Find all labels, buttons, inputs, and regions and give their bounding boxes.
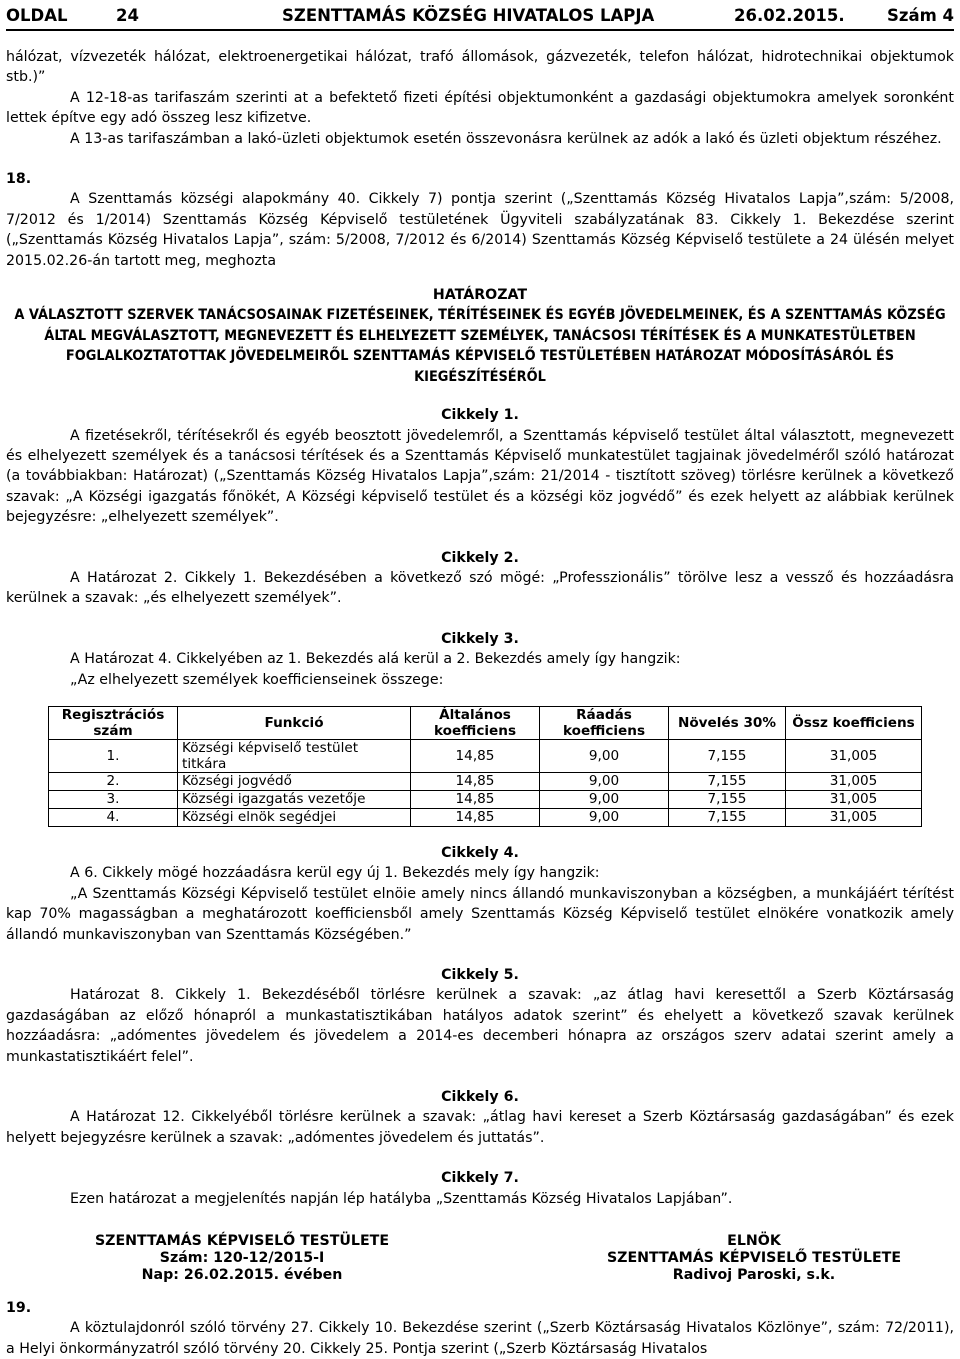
table-cell: 4. [49,808,178,826]
table-header-row [49,706,922,739]
article-title: Cikkely 6. [441,1089,519,1106]
table-cell: Községi képviselő testület titkára [178,739,411,772]
table-cell: 9,00 [540,790,669,808]
article-title: Cikkely 2. [441,549,519,566]
article-text: „Az elhelyezett személyek koefficienseinek összege: [70,671,444,688]
decision-title: A VÁLASZTOTT SZERVEK TANÁCSOSAINAK FIZETÉSEINEK, TÉRÍTÉSEINEK ÉS EGYÉB JÖVEDELMEINEK, ÉS A SZENTTAMÁS KÖZSÉG ÁLTAL MEGVÁLASZTOTT, MEGNEVEZETT ÉS ELHELYEZETT SZEMÉLYEK, TANÁCSOSI TÉRÍTÉSEK ÉS A MUNKATESTÜLETBEN FOGLALKOZTATOTTAK JÖVEDELMEIRŐL SZENTTAMÁS KÉPVISELŐ TESTÜLETÉBEN HATÁROZAT MÓDOSÍTÁSÁRÓL ÉS KIEGÉSZÍTÉSÉRŐL [14,307,946,385]
decision-label: HATÁROZAT [432,287,528,304]
paragraph: hálózat, vízvezeték hálózat, elektroenergetikai hálózat, trafó állomások, gázvezeték, telefon hálózat, hidrotechnikai objektumok stb.)” [6,49,954,86]
header-title: SZENTTAMÁS KÖZSÉG HIVATALOS LAPJA [282,6,655,25]
table-row [49,739,922,772]
table-cell: 14,85 [411,739,540,772]
table-row [49,790,922,808]
table-cell: Községi igazgatás vezetője [178,790,411,808]
signature-role: ELNÖK [727,1233,781,1250]
table-cell: 31,005 [786,772,922,790]
column-header: Ráadás koefficiens [540,706,669,739]
article-text: A fizetésekről, térítésekről és egyéb beosztott jövedelemről, a Szenttamás képviselő testület által választott, megnevezett és elhelyezett személyek és a tanácsosi térítések és a Szenttamás Képviselő munkatestület tagjainak jövedelméről szóló határozat (a továbbiakban: Határozat) („Szenttamás Község Hivatalos Lapja”,szám: 21/2014 - tisztított szöveg) törlésre kerülnek a következő szavak: „A Községi igazgatás főnökét, A Községi képviselő testület és a községi köz jogvédő” és ezek helyett az alábbiak kerülnek bejegyzésre: „elhelyezett személyek”. [6,427,954,526]
table-cell: 3. [49,790,178,808]
table-cell: 9,00 [540,808,669,826]
article-text: Ezen határozat a megjelenítés napján lép hatályba „Szenttamás Község Hivatalos Lapjában”. [70,1190,733,1207]
coefficient-table [48,706,922,827]
column-header: Össz koefficiens [786,706,922,739]
signature-left [42,1233,442,1284]
article-text: A Határozat 12. Cikkelyéből törlésre kerülnek a szavak: „átlag havi kereset a Szerb Köztársaság gazdaságában” és ezek helyett bejegyzésre kerülnek a szavak: „adómentes jövedelem és juttatás”. [6,1109,954,1146]
table-cell: 7,155 [669,772,786,790]
header-oldal: OLDAL [6,6,68,25]
article-title: Cikkely 1. [441,407,519,424]
column-header: Regisztrációs szám [49,706,178,739]
table-cell: 2. [49,772,178,790]
header-issue: Szám 4 [886,6,954,25]
section-intro: A Szenttamás községi alapokmány 40. Cikkely 7) pontja szerint („Szenttamás Község Hivatalos Lapja”,szám: 5/2008, 7/2012 és 1/2014) Szenttamás Község Képviselő testületének Ügyviteli szabályzatának 83. Cikkely 1. Bekezdése szerint („Szenttamás Község Hivatalos Lapja”, szám: 5/2008, 7/2012 és 6/2014) Szenttamás Község Képviselő testülete a 24 ülésén melyet 2015.02.26-án tartott meg, meghozta [6,191,954,269]
column-header: Általános koefficiens [411,706,540,739]
signature-block [6,1233,954,1284]
table-cell: 31,005 [786,739,922,772]
signature-body: SZENTTAMÁS KÉPVISELŐ TESTÜLETE [606,1250,902,1267]
table-cell: 1. [49,739,178,772]
page-header [6,3,954,31]
table-cell: Községi elnök segédjei [178,808,411,826]
signature-date: Nap: 26.02.2015. évében [141,1267,343,1284]
paragraph: A 13-as tarifaszámban a lakó-üzleti objektumok esetén összevonásra kerülnek az adók a lakó és üzleti objektum részéhez. [70,130,942,147]
section-number: 18. [6,171,32,188]
table-cell: 14,85 [411,772,540,790]
column-header: Növelés 30% [669,706,786,739]
signature-right [574,1233,934,1284]
table-cell: 14,85 [411,808,540,826]
column-header: Funkció [178,706,411,739]
table-cell: 9,00 [540,772,669,790]
article-title: Cikkely 4. [441,844,519,861]
table-cell: 9,00 [540,739,669,772]
signature-body: SZENTTAMÁS KÉPVISELŐ TESTÜLETE [94,1233,390,1250]
article-text: A Határozat 2. Cikkely 1. Bekezdésében a következő szó mögé: „Professzionális” törölve lesz a vessző és hozzáadásra kerülnek a szavak: „és elhelyezett személyek”. [6,569,954,607]
table-cell: Községi jogvédő [178,772,411,790]
table-cell: 31,005 [786,790,922,808]
table-cell: 14,85 [411,790,540,808]
article-title: Cikkely 7. [441,1170,519,1187]
signature-number: Szám: 120-12/2015-I [159,1250,325,1267]
article-text: „A Szenttamás Községi Képviselő testület elnöie amely nincs állandó munkaviszonyban a községben, a munkájáért térítést kap 70% magasságban a meghatározott koefficiensből amely Szenttamás Község Képviselő testület elnökére vonatkozik amely állandó munkaviszonyban van Szenttamás Községében.” [6,885,954,943]
table-row [49,772,922,790]
paragraph: A 12-18-as tarifaszám szerinti at a befektető fizeti építési objektumonként a gazdasági objektumokra amelyek soronként lettek építve egy adó összeg lesz kifizetve. [6,89,954,127]
header-date: 26.02.2015. [734,6,845,25]
article-text: A 6. Cikkely mögé hozzáadásra kerül egy új 1. Bekezdés mely így hangzik: [70,865,600,882]
signature-name: Radivoj Paroski, s.k. [672,1267,836,1284]
table-cell: 7,155 [669,808,786,826]
article-text: Határozat 8. Cikkely 1. Bekezdéséből törlésre kerülnek a szavak: „az átlag havi keresettől a Szerb Köztársaság gazdaságában az előző hónapról a munkastatisztikában hatályos adatok szerint” és ehelyett a következő szavak kerülnek hozzáadásra: „adómentes jövedelem és jövedelem a 2014-es decemberi hónapra az országos szerv adatai szerint amely a munkastatisztikáért felel”. [6,987,954,1065]
article-title: Cikkely 5. [441,967,519,983]
section-text: A köztulajdonról szóló törvény 27. Cikkely 10. Bekezdése szerint („Szerb Köztársaság Hivatalos Közlönye”, szám: 72/2011), a Helyi önkormányzatról szóló törvény 20. Cikkely 25. Pontja szerint („Szerb Köztársaság Hivatalos [6,1320,954,1357]
article-title: Cikkely 3. [441,630,519,647]
table-cell: 31,005 [786,808,922,826]
table-cell: 7,155 [669,790,786,808]
page-content [6,47,954,1359]
section-number: 19. [6,1300,32,1317]
table-cell: 7,155 [669,739,786,772]
article-text: A Határozat 4. Cikkelyében az 1. Bekezdés alá kerül a 2. Bekezdés amely így hangzik: [70,651,681,668]
table-row [49,808,922,826]
header-page-number: 24 [116,6,139,25]
